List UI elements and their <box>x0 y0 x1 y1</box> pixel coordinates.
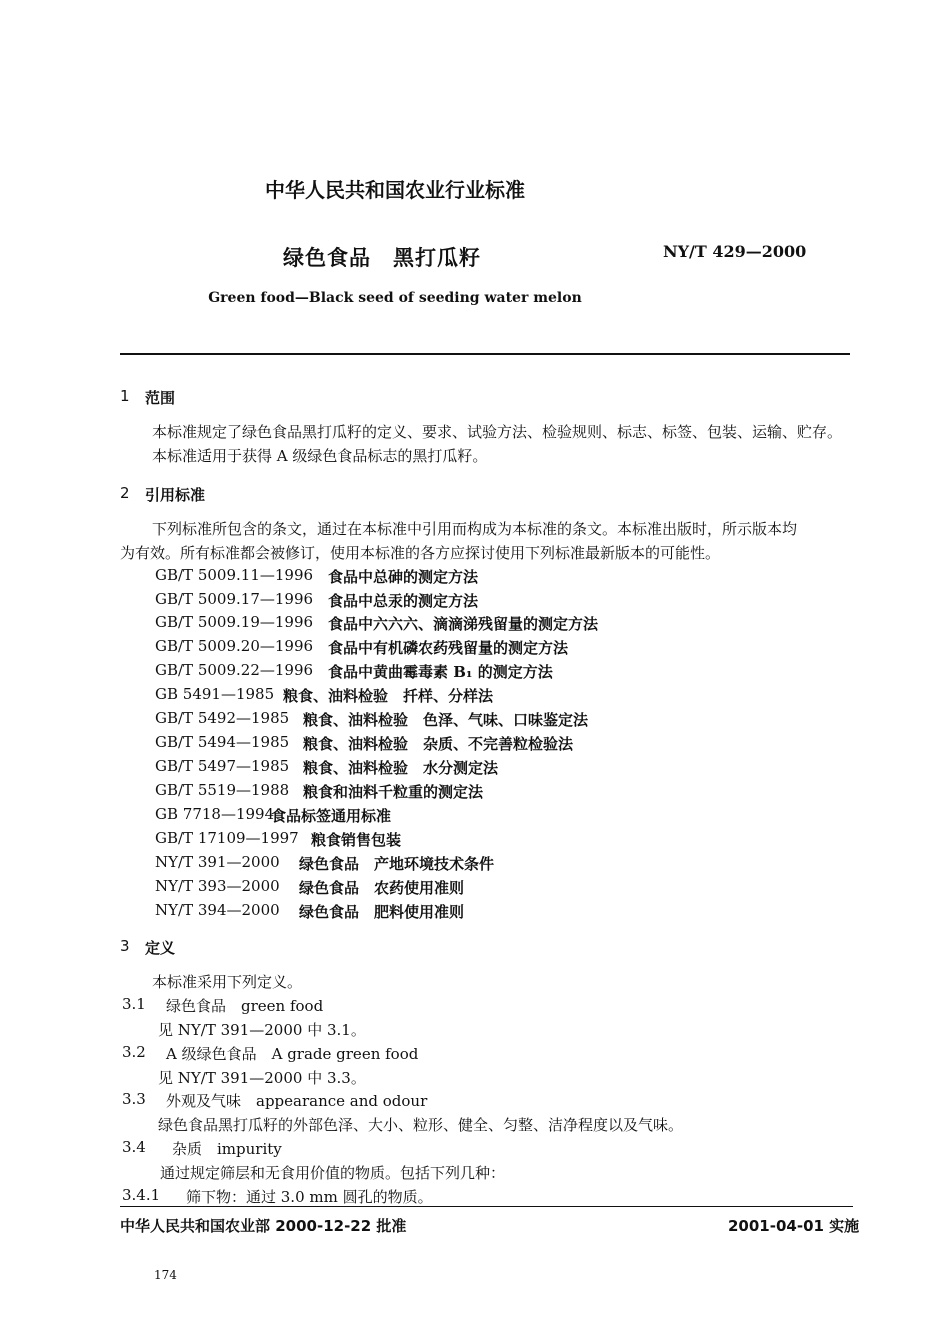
section-1-title: 范围 <box>145 389 176 407</box>
section-1-number: 1 <box>120 387 130 405</box>
ref-title: 食品中总汞的测定方法 <box>328 592 479 610</box>
definition-3-3-number: 3.3 <box>122 1090 146 1108</box>
section-1-paragraph-1: 本标准规定了绿色食品黑打瓜籽的定义、要求、试验方法、检验规则、标志、标签、包装、运输、贮存。 <box>152 423 843 441</box>
section-2-number: 2 <box>120 484 130 502</box>
definition-3-1-term: 绿色食品 green food <box>166 997 324 1015</box>
ref-code: GB/T 5494—1985 <box>155 733 290 751</box>
ref-code: NY/T 393—2000 <box>155 877 280 895</box>
ref-title: 绿色食品 产地环境技术条件 <box>299 855 495 873</box>
ref-code: GB/T 5009.19—1996 <box>155 613 314 631</box>
standard-code: NY/T 429—2000 <box>663 242 807 261</box>
ref-code: GB/T 5519—1988 <box>155 781 290 799</box>
standard-category-heading: 中华人民共和国农业行业标准 <box>265 178 525 202</box>
section-3-intro: 本标准采用下列定义。 <box>152 973 303 991</box>
ref-code: GB/T 5009.17—1996 <box>155 590 314 608</box>
definition-3-3-body: 绿色食品黑打瓜籽的外部色泽、大小、粒形、健全、匀整、洁净程度以及气味。 <box>158 1116 684 1134</box>
section-3-number: 3 <box>120 937 130 955</box>
ref-code: GB/T 5009.22—1996 <box>155 661 314 679</box>
ref-title: 食品中六六六、滴滴涕残留量的测定方法 <box>328 615 599 633</box>
definition-3-2-term: A 级绿色食品 A grade green food <box>166 1045 419 1063</box>
english-title: Green food—Black seed of seeding water melon <box>208 290 582 306</box>
header-divider <box>120 353 850 355</box>
ref-title: 粮食、油料检验 杂质、不完善粒检验法 <box>303 735 574 753</box>
ref-title: 绿色食品 农药使用准则 <box>299 879 465 897</box>
ref-title: 粮食、油料检验 扦样、分样法 <box>283 687 494 705</box>
definition-3-3-term: 外观及气味 appearance and odour <box>166 1092 428 1110</box>
ref-code: GB/T 5009.11—1996 <box>155 566 314 584</box>
definition-3-4-1-number: 3.4.1 <box>122 1186 161 1204</box>
ref-code: NY/T 394—2000 <box>155 901 280 919</box>
ref-code: GB/T 5497—1985 <box>155 757 290 775</box>
footer-divider <box>120 1206 853 1207</box>
page-number: 174 <box>154 1268 177 1282</box>
ref-title: 食品中黄曲霉毒素 B₁ 的测定方法 <box>328 663 553 681</box>
section-1-paragraph-2: 本标准适用于获得 A 级绿色食品标志的黑打瓜籽。 <box>152 447 488 465</box>
ref-code: GB/T 5492—1985 <box>155 709 290 727</box>
ref-code: GB 7718—1994 <box>155 805 275 823</box>
approval-statement: 中华人民共和国农业部 2000-12-22 批准 <box>120 1217 407 1235</box>
ref-title: 绿色食品 肥料使用准则 <box>299 903 465 921</box>
implementation-date: 2001-04-01 实施 <box>728 1217 860 1235</box>
ref-title: 粮食、油料检验 水分测定法 <box>303 759 499 777</box>
ref-title: 粮食销售包装 <box>311 831 402 849</box>
section-2-title: 引用标准 <box>145 486 206 504</box>
definition-3-4-number: 3.4 <box>122 1138 146 1156</box>
section-2-paragraph-line-1: 下列标准所包含的条文，通过在本标准中引用而构成为本标准的条文。本标准出版时，所示版本均 <box>152 520 798 538</box>
ref-code: NY/T 391—2000 <box>155 853 280 871</box>
ref-title: 粮食和油料千粒重的测定法 <box>303 783 484 801</box>
ref-title: 食品标签通用标准 <box>271 807 392 825</box>
section-3-title: 定义 <box>145 939 176 957</box>
ref-code: GB/T 5009.20—1996 <box>155 637 314 655</box>
definition-3-1-number: 3.1 <box>122 995 146 1013</box>
ref-title: 粮食、油料检验 色泽、气味、口味鉴定法 <box>303 711 589 729</box>
ref-code: GB/T 17109—1997 <box>155 829 299 847</box>
definition-3-4-body: 通过规定筛层和无食用价值的物质。包括下列几种： <box>160 1164 506 1182</box>
ref-code: GB 5491—1985 <box>155 685 275 703</box>
definition-3-2-number: 3.2 <box>122 1043 146 1061</box>
ref-title: 食品中总砷的测定方法 <box>328 568 479 586</box>
section-2-paragraph-line-2: 为有效。所有标准都会被修订，使用本标准的各方应探讨使用下列标准最新版本的可能性。 <box>120 544 721 562</box>
definition-3-1-body: 见 NY/T 391—2000 中 3.1。 <box>158 1021 366 1039</box>
definition-3-4-1-body: 筛下物：通过 3.0 mm 圆孔的物质。 <box>186 1188 433 1206</box>
ref-title: 食品中有机磷农药残留量的测定方法 <box>328 639 569 657</box>
document-title: 绿色食品 黑打瓜籽 <box>283 246 481 270</box>
definition-3-4-term: 杂质 impurity <box>172 1140 282 1158</box>
definition-3-2-body: 见 NY/T 391—2000 中 3.3。 <box>158 1069 366 1087</box>
